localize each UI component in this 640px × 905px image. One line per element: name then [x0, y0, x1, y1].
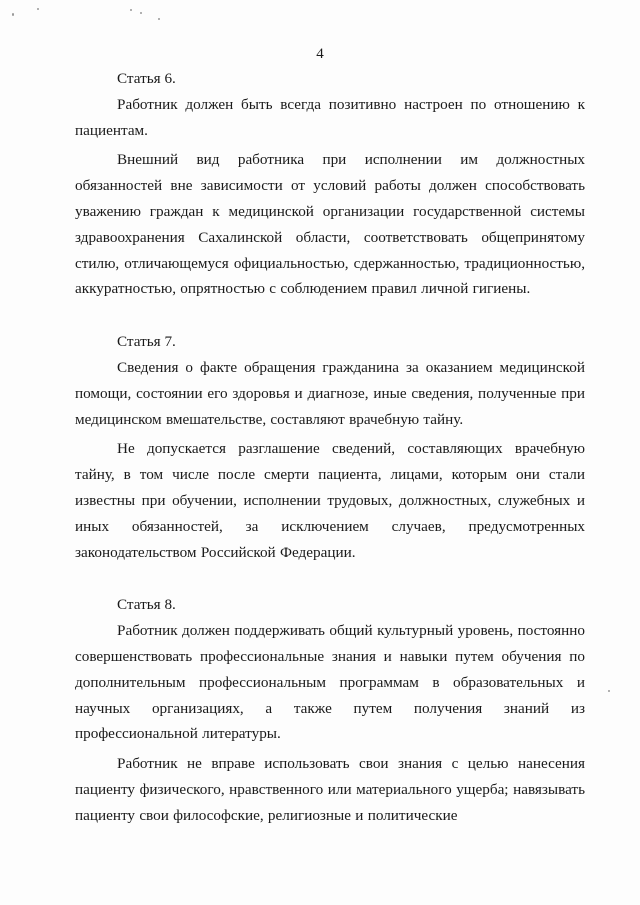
- document-body: [75, 66, 585, 829]
- article-heading: Статья 8.: [117, 596, 176, 614]
- scan-speck: [130, 9, 132, 11]
- paragraph: Работник должен быть всегда позитивно настроен по отношению к пациентам.: [75, 95, 585, 139]
- article-heading: Статья 6.: [117, 70, 176, 87]
- article-7: [75, 329, 585, 565]
- paragraph: Внешний вид работника при исполнении им должностных обязанностей вне зависимости от условий работы должен способствовать уважению граждан к медицинской организации государственной системы здравоохранения Сахалинской области, соответствовать общепринятому стилю, отличающемуся официальностью, сдержанностью, традиционностью, аккуратностью, опрятностью с соблюдением правил личной гигиены.: [75, 151, 585, 298]
- article-8: [75, 592, 585, 828]
- scan-speck: [158, 18, 160, 20]
- paragraph: Не допускается разглашение сведений, составляющих врачебную тайну, в том числе после смерти пациента, лицами, которым они стали известны при обучении, исполнении трудовых, должностных, служебных и иных обязанностей, за исключением случаев, предусмотренных законодательством Российской Федерации.: [75, 440, 585, 561]
- article-6: [75, 66, 585, 302]
- article-heading: Статья 7.: [117, 333, 176, 351]
- paragraph: Работник должен поддерживать общий культурный уровень, постоянно совершенствовать профессиональные знания и навыки путем обучения по дополнительным профессиональным программам в образовательных и научных организациях, а также путем получения знаний из профессиональной литературы.: [75, 622, 585, 743]
- paragraph: Работник не вправе использовать свои знания с целью нанесения пациенту физического, нравственного или материального ущерба; навязывать пациенту свои философские, религиозные и политические: [75, 755, 585, 824]
- scan-speck: [608, 690, 610, 692]
- paragraph: Сведения о факте обращения гражданина за оказанием медицинской помощи, состоянии его здоровья и диагнозе, иные сведения, полученные при медицинском вмешательстве, составляют врачебную тайну.: [75, 358, 585, 428]
- scan-speck: [37, 8, 39, 10]
- page-number: 4: [316, 46, 324, 62]
- scan-speck: [140, 12, 142, 14]
- scan-speck: [12, 13, 14, 16]
